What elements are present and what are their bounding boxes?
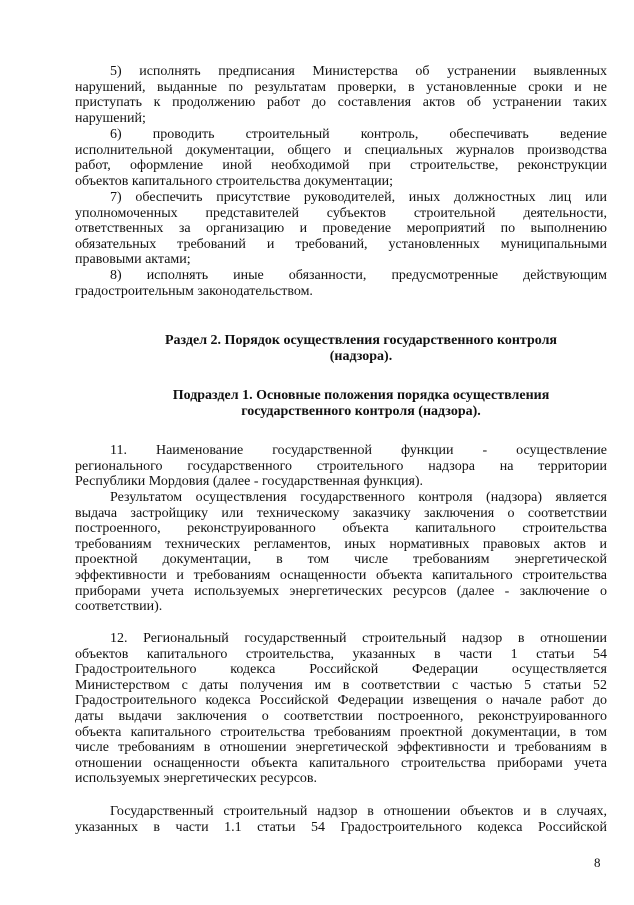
text-line: приборами учета используемых энергетических ресурсов (далее - заключение о [75,583,607,599]
text-line: Республики Мордовия (далее - государственная функция). [75,474,424,490]
text-line: ответственных за организацию и проведение мероприятий по выполнению [75,221,607,237]
paragraph-item-7 [75,190,607,268]
text-line: 6) проводить строительный контроль, обеспечивать ведение [110,127,607,142]
text-line: проектной документации, в том числе требованиям энергетической [75,552,607,568]
text-line: нарушений; [75,110,146,126]
text-line: указанных в части 1.1 статьи 54 Градостроительного кодекса Российской [75,819,607,835]
text-line: требованиям технических регламентов, иных нормативных правовых актов и [75,536,607,552]
paragraph-item-11 [75,443,607,490]
paragraph-item-6 [75,127,607,189]
text-line: 5) исполнять предписания Министерства об устранении выявленных [110,64,607,79]
text-line: 11. Наименование государственной функции - осуществление [110,443,607,458]
text-line: правовыми актами; [75,252,191,268]
text-line: эффективности и требованиям оснащенности объекта капитального строительства [75,567,607,583]
text-line: 7) обеспечить присутствие руководителей, иных должностных лиц или [110,190,607,205]
text-line: построенного, реконструированного объекта капитального строительства [75,521,607,537]
text-line: градостроительным законодательством. [75,283,313,299]
text-line: 12. Региональный государственный строительный надзор в отношении [110,631,607,646]
subsection-heading [140,388,582,419]
paragraph-result [75,490,607,615]
heading-line: государственного контроля (надзора). [241,403,481,419]
heading-line: Раздел 2. Порядок осуществления государственного контроля [164,333,557,348]
text-line: объектов капитального строительства документации; [75,173,394,189]
heading-line: Подраздел 1. Основные положения порядка осуществления [172,388,550,403]
text-line: уполномоченных представителей субъектов строительной деятельности, [75,205,607,221]
text-line: 8) исполнять иные обязанности, предусмотренные действующим [110,268,607,283]
text-line: исполнительной документации, общего и специальных журналов производства [75,142,607,158]
text-line: Государственный строительный надзор в отношении объектов и в случаях, [110,804,607,819]
text-line: регионального государственного строительного надзора на территории [75,458,607,474]
paragraph-item-5 [75,64,607,126]
text-line: Градостроительного кодекса Российской Федерации осуществляется [75,662,607,678]
page-number: 8 [594,855,601,870]
text-line: числе требованиям в отношении энергетической эффективности и требованиям в [75,740,607,756]
paragraph-item-8 [75,268,607,299]
text-line: Министерством с даты получения им в соответствии с частью 5 статьи 52 [75,677,607,693]
text-line: Результатом осуществления государственного контроля (надзора) является [110,490,607,505]
text-line: соответствии). [75,599,163,615]
text-line: объектов капитального строительства, указанных в части 1 статьи 54 [75,646,607,662]
text-line: отношении оснащенности объекта капитального строительства приборами учета [75,755,607,771]
text-line: выдача застройщику или техническому заказчику заключения о соответствии [75,505,607,521]
text-line: приступать к продолжению работ до составления актов об устранении таких [75,95,607,111]
text-line: используемых энергетических ресурсов. [75,771,318,787]
text-line: объекта капитального строительства требованиям проектной документации, в том [75,724,607,740]
heading-line: (надзора). [329,348,393,364]
text-line: нарушений, выданные по результатам проверки, в установленные сроки и не [75,79,607,95]
text-line: работ, оформление иной необходимой при строительстве, реконструкции [75,158,607,174]
paragraph-supervision [75,804,607,835]
text-line: Градостроительного кодекса Российской Федерации извещения о начале работ до [75,693,607,709]
text-line: обязательных требований и требований, установленных муниципальными [75,236,607,252]
section-heading [140,333,582,364]
paragraph-item-12 [75,631,607,787]
text-line: даты выдачи заключения о соответствии построенного, реконструированного [75,708,607,724]
